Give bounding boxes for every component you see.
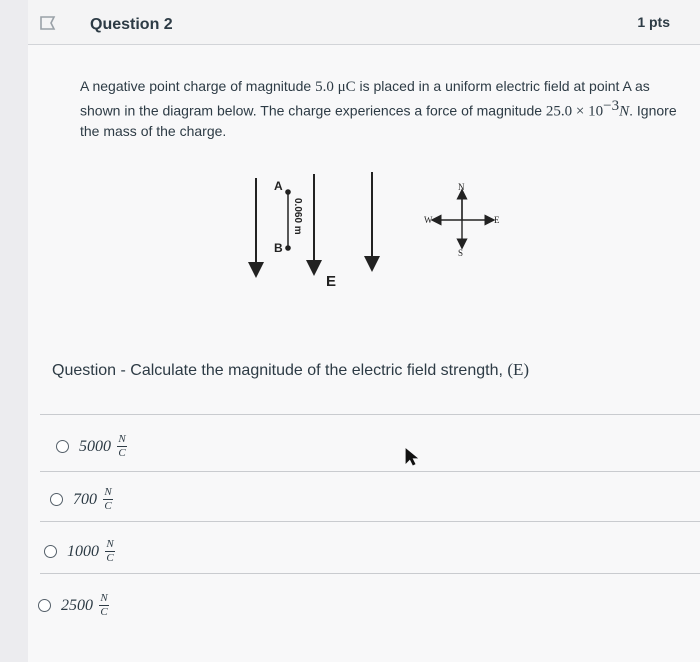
answer-divider (40, 414, 700, 415)
answer-option-1[interactable] (56, 434, 127, 459)
force-value: 25.0 × 10 (545, 103, 604, 120)
unit-denominator: C (100, 606, 108, 618)
flag-icon[interactable] (38, 14, 58, 34)
label-b: B (274, 241, 283, 255)
answer-divider (40, 573, 700, 574)
field-label: E (326, 273, 337, 290)
unit-denominator: C (106, 552, 114, 564)
prompt-text: A negative point charge of magnitude (80, 78, 316, 94)
answer-option-3[interactable] (44, 539, 115, 564)
radio-button[interactable] (44, 545, 57, 558)
compass-s: S (458, 248, 464, 258)
field-symbol: (E) (507, 360, 530, 379)
radio-button[interactable] (50, 493, 63, 506)
answer-value: 700 (73, 490, 97, 508)
charge-value: 5.0 μC (315, 79, 356, 95)
answer-unit (105, 539, 115, 564)
force-unit: N (619, 103, 630, 120)
prompt-text: is placed in a uniform electric field at point A as shown in the diagram below. The charge experiences a force of magnitude (80, 78, 650, 119)
prompt-text: . Ignore the mass of the charge. (80, 102, 677, 139)
sub-question-text: Question - Calculate the magnitude of the electric field strength, (52, 362, 508, 379)
answer-value: 2500 (61, 596, 93, 614)
radio-button[interactable] (56, 440, 69, 453)
answer-value: 1000 (67, 542, 99, 560)
question-title: Question 2 (90, 16, 173, 33)
distance-label: 0.060 m (292, 198, 303, 235)
answer-option-2[interactable] (50, 487, 113, 512)
unit-numerator: N (118, 433, 126, 445)
question-header (28, 0, 700, 45)
compass-e: E (494, 215, 500, 225)
question-prompt (80, 77, 680, 141)
unit-denominator: C (104, 500, 112, 512)
answer-unit (103, 487, 113, 512)
answer-value: 5000 (79, 437, 111, 455)
mouse-cursor-icon (405, 448, 419, 466)
answer-unit (99, 593, 109, 618)
compass-w: W (424, 215, 433, 225)
compass-n: N (458, 182, 465, 192)
unit-denominator: C (118, 447, 126, 459)
question-points: 1 pts (637, 14, 670, 30)
answer-option-4[interactable] (38, 593, 109, 618)
field-diagram (236, 160, 536, 300)
unit-numerator: N (104, 486, 112, 498)
answer-divider (40, 471, 700, 472)
label-a: A (274, 179, 283, 193)
radio-button[interactable] (38, 599, 51, 612)
point-b (285, 245, 291, 251)
answer-divider (40, 521, 700, 522)
unit-numerator: N (100, 592, 108, 604)
sub-question (52, 360, 529, 380)
unit-numerator: N (106, 538, 114, 550)
answer-unit (117, 434, 127, 459)
force-exponent: −3 (603, 98, 620, 114)
